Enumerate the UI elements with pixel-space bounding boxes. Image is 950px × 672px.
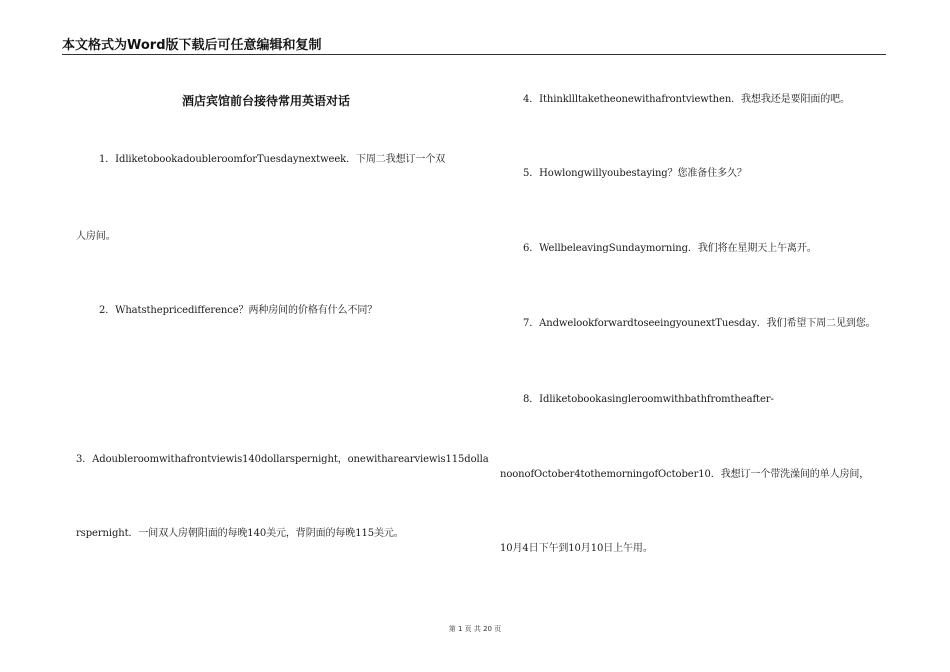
right-line-5: 8．Idliketobookasingleroomwithbathfromtheafter- [523, 394, 774, 405]
page-footer: 第 1 页 共 20 页 [448, 625, 502, 633]
page-header [62, 34, 886, 55]
right-line-7: 10月4日下午到10月10日上午用。 [500, 543, 653, 554]
right-line-2: 5．Howlongwillyoubestaying？您准备住多久？ [523, 168, 747, 179]
left-line-2: 人房间。 [76, 231, 116, 242]
left-line-1: 1．IdliketobookadoubleroomforTuesdaynextweek．下周二我想订一个双 [99, 154, 446, 165]
left-line-3: 2．Whatsthepricedifference？两种房间的价格有什么不同？ [99, 305, 378, 316]
right-line-3: 6．WellbeleavingSundaymorning．我们将在星期天上午离开。 [523, 243, 817, 254]
left-line-4: 3．Adoubleroomwithafrontviewis140dollarspernight，onewitharearviewis115dolla [76, 454, 489, 465]
left-line-5: rspernight．一间双人房朝阳面的每晚140美元，背阴面的每晚115美元。 [76, 528, 404, 539]
right-line-1: 4．Ithinkllltaketheonewithafrontviewthen．我想我还是要阳面的吧。 [523, 94, 850, 105]
header-text: 本文格式为Word版下载后可任意编辑和复制 [62, 38, 322, 53]
document-title: 酒店宾馆前台接待常用英语对话 [181, 94, 350, 108]
right-line-4: 7．AndwelookforwardtoseeingyounextTuesday．我们希望下周二见到您。 [523, 318, 876, 329]
right-line-6: noonofOctober4tothemorningofOctober10．我想订一个带洗澡间的单人房间， [500, 469, 870, 480]
